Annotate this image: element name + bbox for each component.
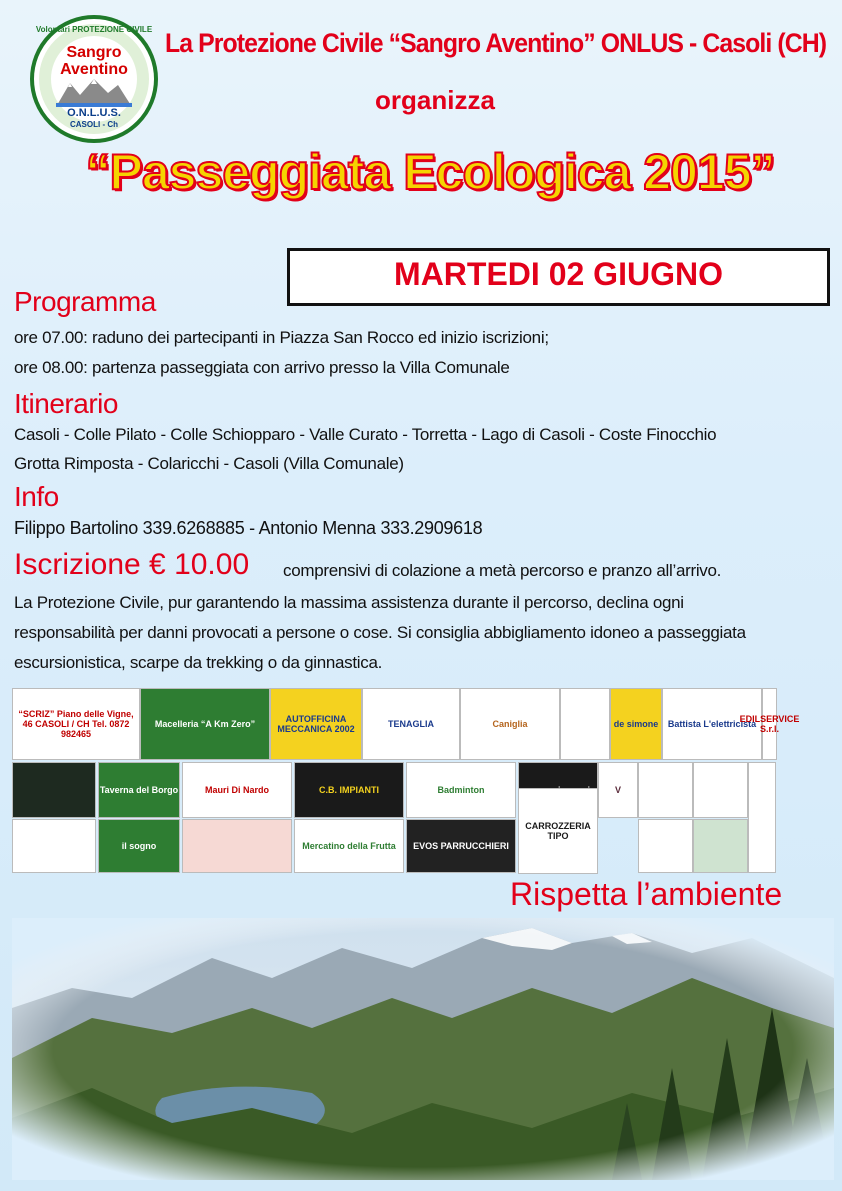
- itinerario-heading: Itinerario: [14, 388, 118, 419]
- sponsor-card: [739, 688, 800, 760]
- itinerario-line-2: Grotta Rimposta - Colaricchi - Casoli (Villa Comunale): [14, 454, 404, 473]
- sponsor-card: [460, 688, 560, 760]
- sponsor-card-label: Caniglia: [492, 719, 528, 729]
- sponsor-card: [406, 819, 516, 873]
- sponsor-card-label: V: [614, 785, 621, 795]
- event-title: “Passeggiata Ecologica 2015”: [85, 144, 775, 200]
- event-date: MARTEDI 02 GIUGNO: [394, 256, 723, 292]
- logo-onlus: O.N.L.U.S.: [67, 107, 121, 119]
- sponsor-card-label: Macelleria “A Km Zero”: [154, 719, 256, 729]
- sponsor-card-label: de simone: [613, 719, 659, 729]
- sponsor-card: [638, 819, 693, 873]
- sponsor-card: [98, 762, 180, 818]
- sponsor-card: [638, 762, 693, 818]
- sponsor-card-label: Mauri Di Nardo: [204, 785, 269, 795]
- sponsor-card-label: Battista L'elettricista: [667, 719, 757, 729]
- programma-line-1: ore 07.00: raduno dei partecipanti in Piazza San Rocco ed inizio iscrizioni;: [14, 328, 549, 347]
- disclaimer-line-2: responsabilità per danni provocati a persone o cose. Si consiglia abbigliamento idoneo a passeggiata: [14, 623, 746, 642]
- sponsor-card: [748, 762, 776, 873]
- sponsor-card: [98, 819, 180, 873]
- programma-heading: Programma: [14, 286, 156, 317]
- sponsor-card: [406, 762, 516, 818]
- rispetta-text: Rispetta l’ambiente: [510, 876, 783, 912]
- sponsor-card-label: C.B. IMPIANTI: [319, 785, 379, 795]
- sponsor-card: [140, 688, 270, 760]
- sponsor-card: [12, 688, 140, 760]
- logo-line2: Aventino: [60, 61, 128, 78]
- programma-line-2: ore 08.00: partenza passeggiata con arrivo presso la Villa Comunale: [14, 358, 510, 377]
- sponsor-card-label: EVOS PARRUCCHIERI: [413, 841, 509, 851]
- sponsor-card: [294, 762, 404, 818]
- logo-arc-text: Volontari PROTEZIONE CIVILE: [35, 25, 153, 34]
- sponsor-card: [610, 688, 662, 760]
- org-logo: [30, 15, 158, 143]
- itinerario-line-1: Casoli - Colle Pilato - Colle Schiopparo - Valle Curato - Torretta - Lago di Casoli - Coste Finocchio: [14, 425, 717, 444]
- sponsor-card: [598, 762, 638, 818]
- disclaimer-line-1: La Protezione Civile, pur garantendo la massima assistenza durante il percorso, declina ogni: [14, 593, 684, 612]
- sponsor-cards: [12, 688, 800, 874]
- org-title: La Protezione Civile “Sangro Aventino” ONLUS - Casoli (CH): [165, 28, 827, 58]
- sponsor-card: [182, 762, 292, 818]
- sponsor-card: [518, 788, 598, 874]
- iscrizione-heading: Iscrizione € 10.00: [14, 548, 250, 581]
- logo-place: CASOLI - Ch: [70, 120, 118, 129]
- sponsor-card-label: Badminton: [437, 785, 485, 795]
- sponsor-card-label: AUTOFFICINA MECCANICA 2002: [277, 714, 355, 734]
- sponsor-card-label: il sogno: [121, 841, 157, 851]
- sponsor-card: [362, 688, 460, 760]
- sponsor-card: [693, 819, 748, 873]
- info-contacts: Filippo Bartolino 339.6268885 - Antonio Menna 333.2909618: [14, 518, 483, 538]
- logo-mountains-icon: [56, 77, 132, 107]
- sponsor-card: [182, 819, 292, 873]
- iscrizione-desc: comprensivi di colazione a metà percorso e pranzo all’arrivo.: [283, 561, 722, 580]
- landscape-image: [12, 918, 834, 1180]
- sponsor-card: [693, 762, 748, 818]
- sponsor-card-label: CARROZZERIA TIPO: [525, 821, 591, 841]
- sponsor-card-label: “SCRIZ” Piano delle Vigne, 46 CASOLI / CH Tel. 0872 982465: [18, 709, 134, 739]
- sponsor-card-label: Mercatino della Frutta: [302, 841, 396, 851]
- sponsor-card: [294, 819, 404, 873]
- logo-line1: Sangro: [66, 44, 122, 61]
- disclaimer-line-3: escursionistica, scarpe da trekking o da ginnastica.: [14, 653, 383, 672]
- sponsor-card-label: EDILSERVICE S.r.l.: [739, 714, 800, 734]
- sponsor-card: [270, 688, 362, 760]
- sponsor-card-label: Taverna del Borgo: [99, 785, 179, 795]
- organizza-text: organizza: [375, 85, 495, 115]
- sponsor-card-label: TENAGLIA: [388, 719, 434, 729]
- info-heading: Info: [14, 481, 59, 512]
- sponsor-card: [12, 762, 96, 818]
- sponsor-card: [12, 819, 96, 873]
- sponsor-card: [560, 688, 610, 760]
